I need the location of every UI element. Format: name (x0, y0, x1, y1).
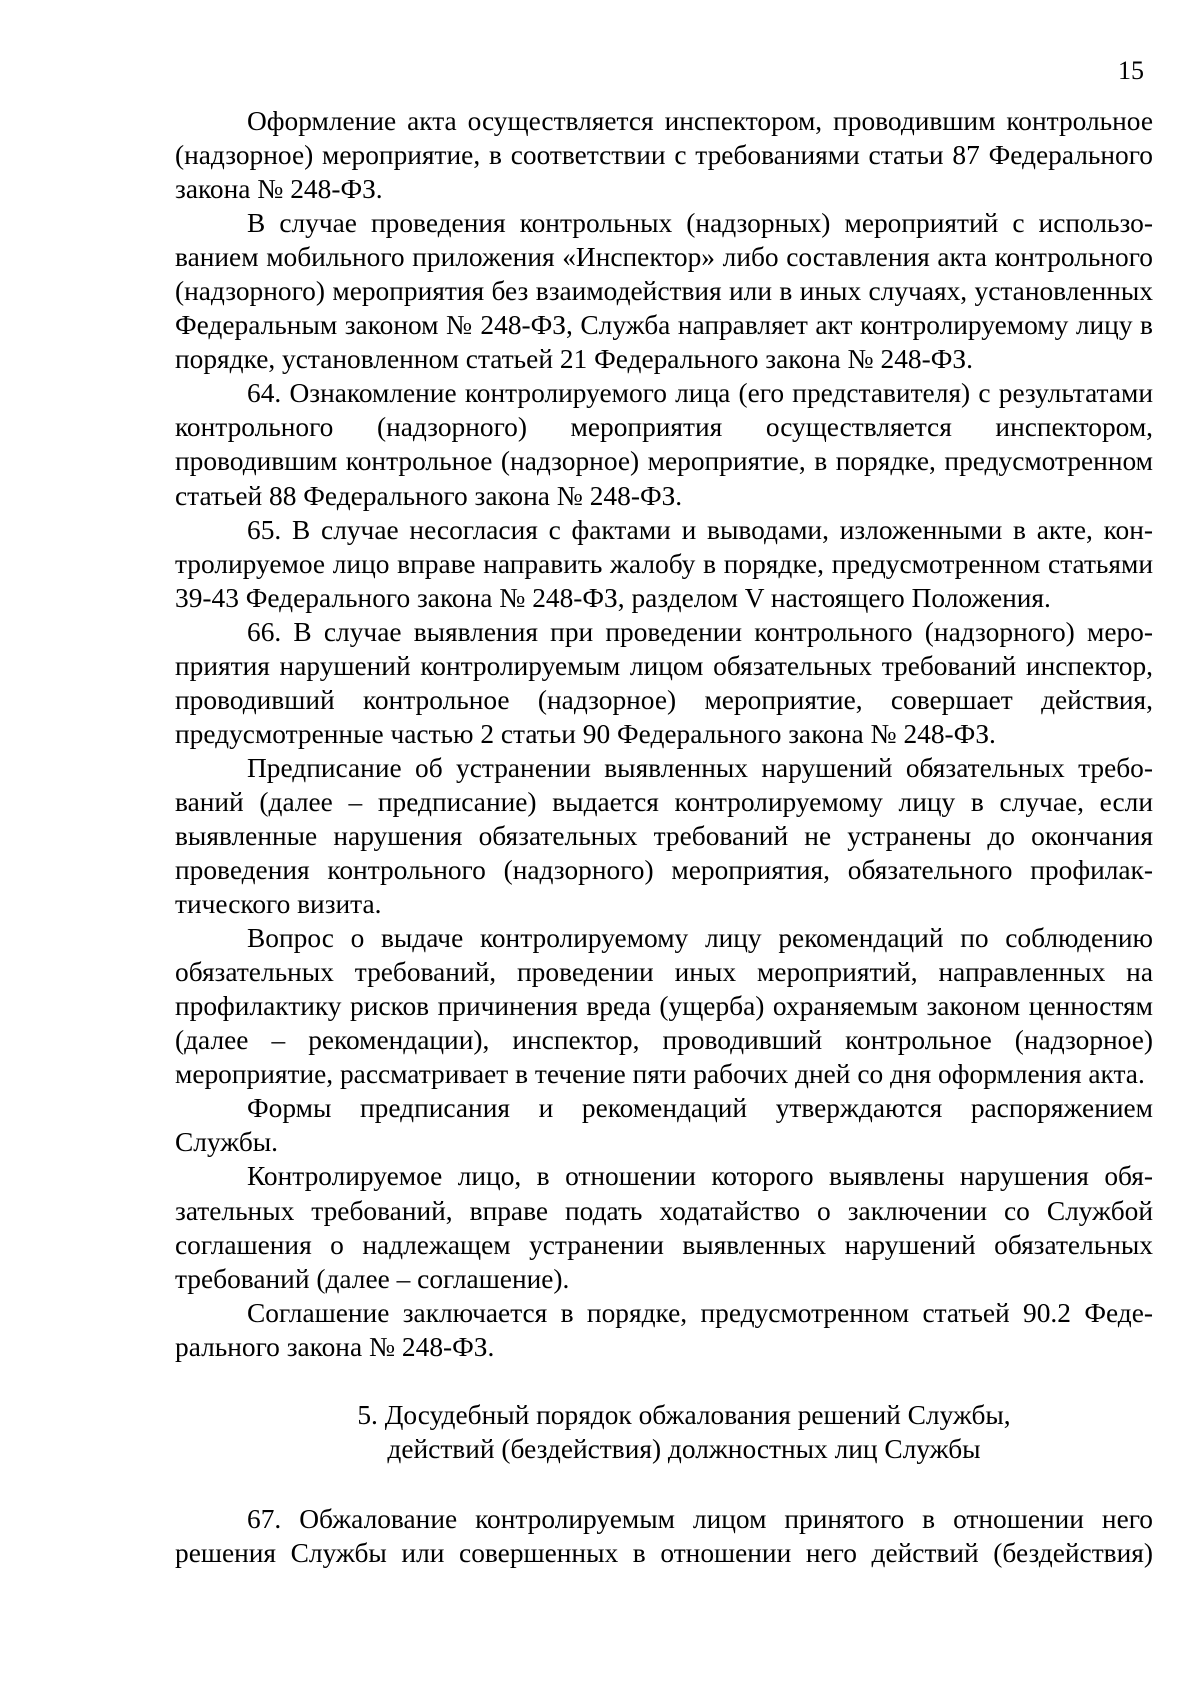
paragraph-act-execution: Оформление акта осуществляется инспектором, проводившим контрольное (надзорное) мероприятие, в соответствии с требованиями статьи 87 Федерального закона № 248-ФЗ. (175, 106, 1153, 205)
paragraph-64: 64. Ознакомление контролируемого лица (его представителя) с результатами контрольного (надзорного) мероприятия осуществляется инспектором, проводившим контрольное (надзорное) мероприятие, в порядке, предусмотренном статьей 88 Федерального закона № 248-ФЗ. (175, 378, 1153, 511)
paragraph-inspector-app: В случае проведения контрольных (надзорных) мероприятий с использованием мобильного приложения «Инспектор» либо составления акта контрольного (надзорного) мероприятия без взаимодействия или в иных случаях, установленных Федеральным законом № 248-ФЗ, Служба направляет акт контролируемому лицу в порядке, установленном статьей 21 Федерального закона № 248-ФЗ. (175, 208, 1153, 375)
section-heading (175, 1398, 1153, 1466)
section-heading-line-1: 5. Досудебный порядок обжалования решений Службы, (357, 1399, 1011, 1430)
paragraph-forms: Формы предписания и рекомендаций утверждаются распоряжением Службы. (175, 1093, 1153, 1158)
paragraph-recommendations: Вопрос о выдаче контролируемому лицу рекомендаций по соблюдению обязательных требований, проведении иных мероприятий, направленных на профилактику рисков причинения вреда (ущерба) охраняемым законом ценностям (далее – рекомендации), инспектор, проводивший контрольное (надзорное) мероприятие, рассматривает в течение пяти рабочих дней со дня оформления акта. (175, 923, 1153, 1090)
paragraph-agreement: Соглашение заключается в порядке, предусмотренном статьей 90.2 Федерального закона № 248-ФЗ. (175, 1297, 1153, 1362)
paragraph-prescription: Предписание об устранении выявленных нарушений обязательных требований (далее – предписание) выдается контролируемому лицу в случае, если выявленные нарушения обязательных требований не устранены до окончания проведения контрольного (надзорного) мероприятия, обязательного профилактического визита. (175, 752, 1153, 920)
paragraph-66: 66. В случае выявления при проведении контрольного (надзорного) мероприятия нарушений контролируемым лицом обязательных требований инспектор, проводивший контрольное (надзорное) мероприятие, совершает действия, предусмотренные частью 2 статьи 90 Федерального закона № 248-ФЗ. (175, 616, 1153, 749)
paragraph-petition: Контролируемое лицо, в отношении которого выявлены нарушения обязательных требований, вправе подать ходатайство о заключении со Службой соглашения о надлежащем устранении выявленных нарушений обязательных требований (далее – соглашение). (175, 1161, 1153, 1294)
page-number: 15 (1118, 56, 1144, 85)
document-body (175, 104, 1153, 1570)
section-heading-line-2: действий (бездействия) должностных лиц Службы (387, 1433, 981, 1464)
paragraph-67: 67. Обжалование контролируемым лицом принятого в отношении него решения Службы или совершенных в отношении него действий (бездействия) (175, 1503, 1153, 1568)
paragraph-65: 65. В случае несогласия с фактами и выводами, изложенными в акте, контролируемое лицо вправе направить жалобу в порядке, предусмотренном статьями 39-43 Федерального закона № 248-ФЗ, разделом V настоящего Положения. (175, 514, 1153, 613)
